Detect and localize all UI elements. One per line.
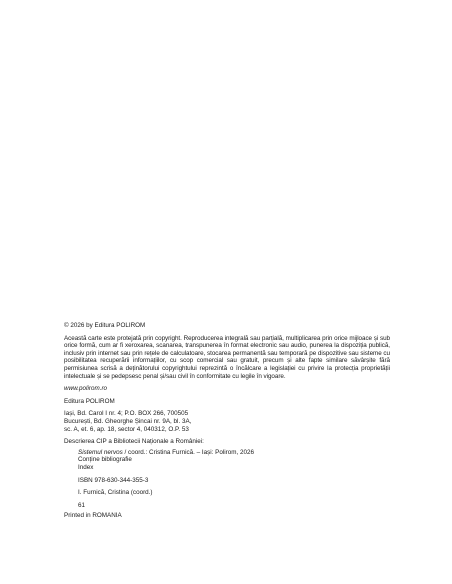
cip-note-bibliography: Conține bibliografie <box>78 456 132 464</box>
legal-notice: Această carte este protejată prin copyright. Reproducerea integrală sau parțială, multiplicarea prin orice mijloace și sub orice formă, cum ar fi xeroxarea, scanarea, transpunerea în format electronic sau audio, punerea la dispoziția publică, inclusiv prin internet sau prin rețele de calculatoare, stocarea permanentă sau temporară pe dispozitive sau sisteme cu posibilitatea recuperării informațiilor, cu scop comercial sau gratuit, precum și alte fapte similare săvârșite fără permisiunea scrisă a deținătorului copyrightului reprezintă o încălcare a legislației cu privire la protecția proprietății intelectuale și se pedepsesc penal și/sau civil în conformitate cu legile în vigoare. <box>64 334 390 380</box>
cip-record <box>64 449 390 510</box>
address-bucharest-line-2: sc. A, et. 6, ap. 18, sector 4, 040312, O.P. 53 <box>64 425 189 433</box>
colophon-block <box>64 322 390 520</box>
printed-in: Printed in ROMANIA <box>64 512 122 520</box>
cip-responsibility: / coord.: Cristina Furnică. – Iași: Polirom, 2026 <box>122 448 255 456</box>
publisher-addresses <box>64 410 390 433</box>
cip-note-index: Index <box>78 463 94 471</box>
cip-title-line <box>78 449 390 457</box>
cip-isbn: ISBN 978-630-344-355-3 <box>78 476 149 484</box>
address-iasi: Iași, Bd. Carol I nr. 4; P.O. BOX 266, 700505 <box>64 410 189 418</box>
cip-coordinator: I. Furnică, Cristina (coord.) <box>78 489 153 497</box>
cip-title: Sistemul nervos <box>78 448 123 456</box>
publisher-website: www.polirom.ro <box>64 385 108 393</box>
copyright-line: © 2026 by Editura POLIROM <box>64 322 146 329</box>
cip-classification: 61 <box>78 501 86 509</box>
cip-heading: Descrierea CIP a Bibliotecii Naționale a României: <box>64 438 204 446</box>
address-bucharest-line-1: București, Bd. Gheorghe Șincai nr. 9A, bl. 3A, <box>64 417 192 425</box>
publisher-name: Editura POLIROM <box>64 397 115 405</box>
